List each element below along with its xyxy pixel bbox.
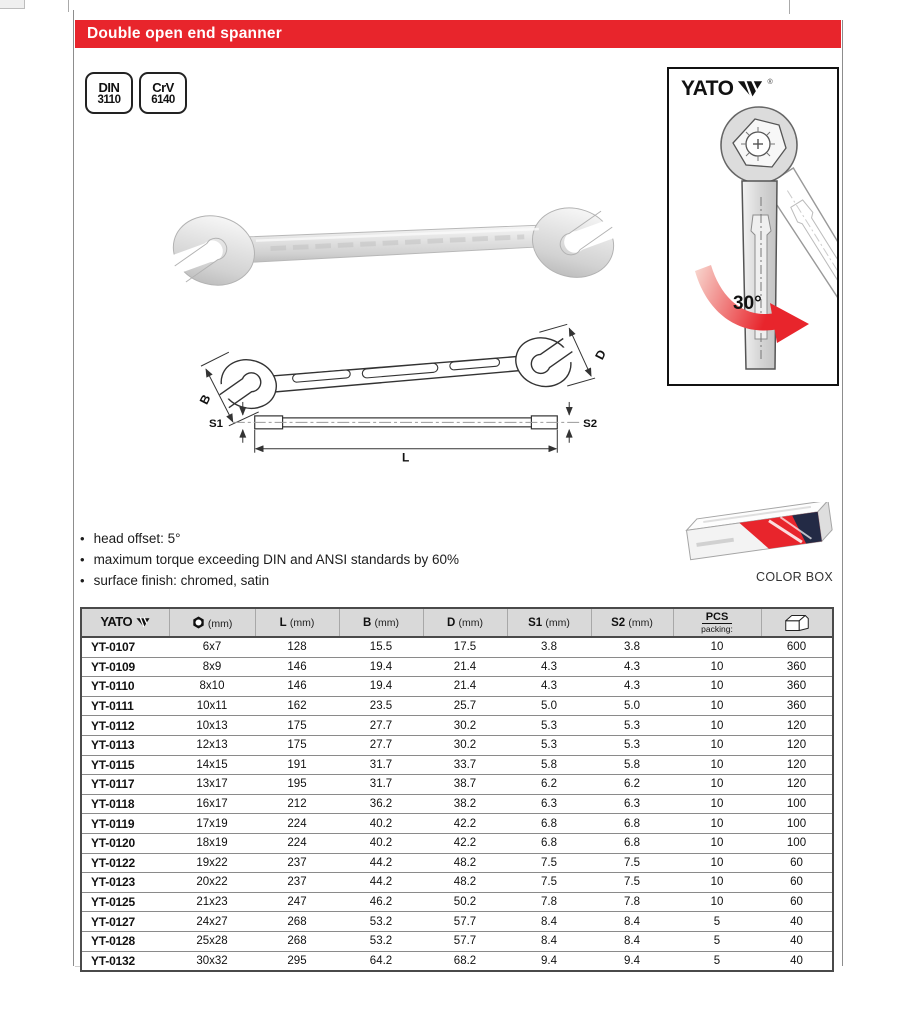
cell-s2: 4.3 xyxy=(591,657,673,677)
color-box-image xyxy=(676,502,844,568)
cell-s1: 6.8 xyxy=(507,833,591,853)
yato-logo-small xyxy=(100,616,150,628)
cell-s2: 5.3 xyxy=(591,716,673,736)
crop-mark xyxy=(789,0,790,14)
cell-size: 8x9 xyxy=(169,657,255,677)
cell-pcs: 10 xyxy=(673,873,761,893)
cell-model: YT-0128 xyxy=(81,931,169,951)
cell-l: 175 xyxy=(255,735,339,755)
cell-s1: 7.8 xyxy=(507,892,591,912)
column-label: S1 xyxy=(528,616,543,629)
cell-carton: 60 xyxy=(761,873,833,893)
spanner-photo xyxy=(135,188,650,310)
dim-d-label: D xyxy=(592,347,610,363)
carton-box-icon xyxy=(784,614,810,632)
cell-b: 27.7 xyxy=(339,735,423,755)
cell-b: 23.5 xyxy=(339,696,423,716)
cell-d: 48.2 xyxy=(423,873,507,893)
cell-s1: 5.3 xyxy=(507,716,591,736)
dim-l xyxy=(255,430,558,453)
spec-table-header xyxy=(81,608,833,637)
cell-carton: 360 xyxy=(761,657,833,677)
cell-size: 12x13 xyxy=(169,735,255,755)
cell-d: 30.2 xyxy=(423,716,507,736)
column-label: S2 xyxy=(611,616,626,629)
brand-wordmark: YATO xyxy=(681,77,734,100)
cell-model: YT-0112 xyxy=(81,716,169,736)
cell-s2: 6.8 xyxy=(591,814,673,834)
cell-s2: 8.4 xyxy=(591,912,673,932)
table-row xyxy=(81,775,833,795)
cell-b: 40.2 xyxy=(339,833,423,853)
cell-b: 15.5 xyxy=(339,637,423,657)
cell-carton: 100 xyxy=(761,814,833,834)
cell-model: YT-0119 xyxy=(81,814,169,834)
cell-carton: 120 xyxy=(761,735,833,755)
cell-s1: 6.2 xyxy=(507,775,591,795)
yato-logo xyxy=(681,79,773,99)
cell-d: 25.7 xyxy=(423,696,507,716)
column-header-l xyxy=(255,608,339,637)
table-row xyxy=(81,873,833,893)
cell-model: YT-0120 xyxy=(81,833,169,853)
cell-carton: 40 xyxy=(761,912,833,932)
table-row xyxy=(81,853,833,873)
table-row xyxy=(81,657,833,677)
cell-s1: 7.5 xyxy=(507,853,591,873)
cell-d: 42.2 xyxy=(423,833,507,853)
dim-l-label: L xyxy=(402,450,410,464)
feature-item xyxy=(80,528,459,549)
cell-s1: 7.5 xyxy=(507,873,591,893)
cell-s2: 7.5 xyxy=(591,853,673,873)
table-row xyxy=(81,814,833,834)
table-row xyxy=(81,677,833,697)
cell-b: 19.4 xyxy=(339,677,423,697)
cell-s1: 6.8 xyxy=(507,814,591,834)
cell-b: 46.2 xyxy=(339,892,423,912)
feature-list xyxy=(80,528,459,591)
cell-l: 268 xyxy=(255,931,339,951)
cell-d: 17.5 xyxy=(423,637,507,657)
cell-pcs: 10 xyxy=(673,814,761,834)
crop-mark xyxy=(68,0,69,12)
cell-model: YT-0117 xyxy=(81,775,169,795)
dim-b-label: B xyxy=(197,392,214,407)
cell-l: 146 xyxy=(255,657,339,677)
angle-detail-panel xyxy=(667,67,839,386)
badge-line: CrV xyxy=(152,79,174,95)
yato-logo-glyph-icon xyxy=(737,79,763,99)
cell-s2: 3.8 xyxy=(591,637,673,657)
main-wrench-shaft xyxy=(742,181,777,369)
table-row xyxy=(81,833,833,853)
cell-model: YT-0115 xyxy=(81,755,169,775)
cell-model: YT-0107 xyxy=(81,637,169,657)
column-unit: (mm) xyxy=(628,616,653,629)
table-row xyxy=(81,951,833,971)
cell-carton: 600 xyxy=(761,637,833,657)
column-unit: (mm) xyxy=(289,616,315,629)
cell-s1: 5.8 xyxy=(507,755,591,775)
cell-model: YT-0122 xyxy=(81,853,169,873)
cell-model: YT-0109 xyxy=(81,657,169,677)
cell-pcs: 10 xyxy=(673,657,761,677)
cell-pcs: 10 xyxy=(673,677,761,697)
cell-carton: 100 xyxy=(761,794,833,814)
cell-s1: 9.4 xyxy=(541,954,557,967)
table-row xyxy=(81,637,833,657)
cell-pcs: 5 xyxy=(713,954,721,967)
side-view xyxy=(233,416,579,429)
cell-s2: 9.4 xyxy=(624,954,640,967)
cell-b: 64.2 xyxy=(369,954,393,967)
cell-d: 21.4 xyxy=(423,657,507,677)
brand-wordmark: YATO xyxy=(100,614,133,629)
cell-size: 24x27 xyxy=(169,912,255,932)
cell-carton: 360 xyxy=(761,696,833,716)
table-row xyxy=(81,755,833,775)
cell-s1: 5.3 xyxy=(507,735,591,755)
cell-l: 162 xyxy=(255,696,339,716)
cell-b: 19.4 xyxy=(339,657,423,677)
cell-l: 224 xyxy=(255,814,339,834)
cell-carton: 60 xyxy=(761,892,833,912)
cell-size: 25x28 xyxy=(169,931,255,951)
cell-l: 212 xyxy=(255,794,339,814)
dim-s1-label: S1 xyxy=(208,417,223,430)
column-header-s2 xyxy=(591,608,673,637)
feature-text: head offset: 5° xyxy=(93,531,181,546)
cell-pcs: 10 xyxy=(673,892,761,912)
cell-l: 237 xyxy=(255,873,339,893)
cell-s2: 5.8 xyxy=(591,755,673,775)
cell-b: 44.2 xyxy=(339,873,423,893)
cell-model: YT-0118 xyxy=(81,794,169,814)
wrench-left-head xyxy=(165,207,262,294)
cell-pcs: 10 xyxy=(673,794,761,814)
cell-b: 31.7 xyxy=(339,775,423,795)
column-sublabel: packing: xyxy=(701,624,733,634)
cell-s1: 8.4 xyxy=(507,912,591,932)
cell-carton: 360 xyxy=(761,677,833,697)
cell-s1: 6.3 xyxy=(507,794,591,814)
column-unit: (mm) xyxy=(458,616,483,629)
column-header-s1 xyxy=(507,608,591,637)
bullet: • xyxy=(80,573,85,588)
column-header-d xyxy=(423,608,507,637)
cell-size: 10x11 xyxy=(169,696,255,716)
cell-b: 36.2 xyxy=(339,794,423,814)
cell-l: 224 xyxy=(255,833,339,853)
badge-line: 6140 xyxy=(151,93,175,106)
column-label: PCS xyxy=(702,611,733,624)
yato-logo-glyph-icon xyxy=(136,617,150,628)
feature-item xyxy=(80,549,459,570)
cell-b: 40.2 xyxy=(339,814,423,834)
standard-badges xyxy=(85,72,187,114)
dim-s2-label: S2 xyxy=(583,417,598,430)
cell-s2: 7.8 xyxy=(591,892,673,912)
cell-d: 38.7 xyxy=(423,775,507,795)
cell-pcs: 10 xyxy=(673,696,761,716)
outline-right-head xyxy=(509,331,577,394)
cell-d: 30.2 xyxy=(423,735,507,755)
cell-d: 33.7 xyxy=(423,755,507,775)
registered-mark: ® xyxy=(767,79,773,86)
standard-badge-din xyxy=(85,72,133,114)
cell-l: 295 xyxy=(287,954,307,967)
table-row xyxy=(81,735,833,755)
angle-label: 30° xyxy=(733,293,762,314)
wrench-right-head xyxy=(525,199,622,286)
cell-l: 195 xyxy=(255,775,339,795)
cell-carton: 120 xyxy=(761,716,833,736)
dimension-diagram xyxy=(197,322,615,464)
color-box-label: COLOR BOX xyxy=(756,570,834,584)
spec-table xyxy=(80,607,834,972)
cell-l: 191 xyxy=(255,755,339,775)
cell-size: 21x23 xyxy=(169,892,255,912)
cell-b: 53.2 xyxy=(339,931,423,951)
column-header-pcs xyxy=(673,608,761,637)
cell-size: 10x13 xyxy=(169,716,255,736)
bullet: • xyxy=(80,531,85,546)
cell-size: 13x17 xyxy=(169,775,255,795)
cell-l: 128 xyxy=(255,637,339,657)
cell-l: 247 xyxy=(255,892,339,912)
title-bar xyxy=(75,20,841,48)
feature-item xyxy=(80,570,459,591)
table-row xyxy=(81,912,833,932)
cell-s2: 5.3 xyxy=(591,735,673,755)
cell-carton: 40 xyxy=(790,954,803,967)
cell-s1: 4.3 xyxy=(507,677,591,697)
cell-d: 50.2 xyxy=(423,892,507,912)
cell-size: 16x17 xyxy=(169,794,255,814)
cell-size: 14x15 xyxy=(169,755,255,775)
bullet: • xyxy=(80,552,85,567)
badge-line: DIN xyxy=(98,79,120,95)
cell-carton: 40 xyxy=(761,931,833,951)
cell-size: 6x7 xyxy=(169,637,255,657)
cell-d: 48.2 xyxy=(423,853,507,873)
cell-d: 57.7 xyxy=(423,931,507,951)
cell-s1: 5.0 xyxy=(507,696,591,716)
badge-line: 3110 xyxy=(97,93,121,106)
feature-text: maximum torque exceeding DIN and ANSI standards by 60% xyxy=(93,552,459,567)
table-row xyxy=(81,696,833,716)
page-border-right xyxy=(842,20,843,966)
cell-model: YT-0113 xyxy=(81,735,169,755)
cell-pcs: 10 xyxy=(673,833,761,853)
cell-model: YT-0123 xyxy=(81,873,169,893)
column-header-carton xyxy=(761,608,833,637)
column-label: D xyxy=(446,616,456,629)
column-label: B xyxy=(362,616,372,629)
cell-carton: 120 xyxy=(761,775,833,795)
table-row xyxy=(81,892,833,912)
cell-d: 42.2 xyxy=(423,814,507,834)
angle-diagram xyxy=(669,103,837,383)
feature-text: surface finish: chromed, satin xyxy=(93,573,270,588)
cell-size: 18x19 xyxy=(169,833,255,853)
cell-d: 68.2 xyxy=(453,954,477,967)
cell-b: 31.7 xyxy=(339,755,423,775)
cell-pcs: 10 xyxy=(673,716,761,736)
cell-b: 53.2 xyxy=(339,912,423,932)
cell-l: 268 xyxy=(255,912,339,932)
spec-table-body xyxy=(81,637,833,971)
cell-pcs: 5 xyxy=(673,912,761,932)
table-row xyxy=(81,716,833,736)
cell-model: YT-0125 xyxy=(81,892,169,912)
cell-s1: 4.3 xyxy=(507,657,591,677)
cell-carton: 60 xyxy=(761,853,833,873)
cell-size: 19x22 xyxy=(169,853,255,873)
cell-l: 146 xyxy=(255,677,339,697)
table-row xyxy=(81,931,833,951)
cell-size: 8x10 xyxy=(169,677,255,697)
cell-size: 20x22 xyxy=(169,873,255,893)
cell-d: 21.4 xyxy=(423,677,507,697)
cell-pcs: 10 xyxy=(673,637,761,657)
column-header-b xyxy=(339,608,423,637)
page-border-left xyxy=(73,10,74,966)
crop-mark xyxy=(0,0,25,9)
cell-pcs: 10 xyxy=(673,853,761,873)
cell-carton: 100 xyxy=(761,833,833,853)
cell-s1: 8.4 xyxy=(507,931,591,951)
column-header-model xyxy=(81,608,169,637)
cell-s2: 6.2 xyxy=(591,775,673,795)
cell-pcs: 10 xyxy=(673,775,761,795)
cell-s2: 8.4 xyxy=(591,931,673,951)
cell-carton: 120 xyxy=(761,755,833,775)
cell-pcs: 10 xyxy=(673,735,761,755)
column-unit: (mm) xyxy=(374,616,399,629)
column-label: L xyxy=(279,616,287,629)
cell-s1: 3.8 xyxy=(507,637,591,657)
cell-model: YT-0127 xyxy=(81,912,169,932)
column-unit: (mm) xyxy=(207,617,233,630)
cell-b: 27.7 xyxy=(339,716,423,736)
cell-size: 17x19 xyxy=(169,814,255,834)
column-unit: (mm) xyxy=(545,616,570,629)
standard-badge-crv xyxy=(139,72,187,114)
cell-s2: 5.0 xyxy=(591,696,673,716)
page-title: Double open end spanner xyxy=(87,25,282,42)
cell-d: 38.2 xyxy=(423,794,507,814)
hex-nut-icon xyxy=(192,616,205,629)
cell-s2: 6.8 xyxy=(591,833,673,853)
cell-model: YT-0111 xyxy=(81,696,169,716)
table-row xyxy=(81,794,833,814)
cell-size: 30x32 xyxy=(196,954,228,967)
cell-model: YT-0110 xyxy=(81,677,169,697)
cell-s2: 6.3 xyxy=(591,794,673,814)
cell-s2: 4.3 xyxy=(591,677,673,697)
cell-l: 175 xyxy=(255,716,339,736)
cell-pcs: 5 xyxy=(673,931,761,951)
cell-s2: 7.5 xyxy=(591,873,673,893)
cell-d: 57.7 xyxy=(423,912,507,932)
cell-model: YT-0132 xyxy=(91,953,135,968)
column-header-size xyxy=(169,608,255,637)
cell-pcs: 10 xyxy=(673,755,761,775)
cell-l: 237 xyxy=(255,853,339,873)
cell-b: 44.2 xyxy=(339,853,423,873)
